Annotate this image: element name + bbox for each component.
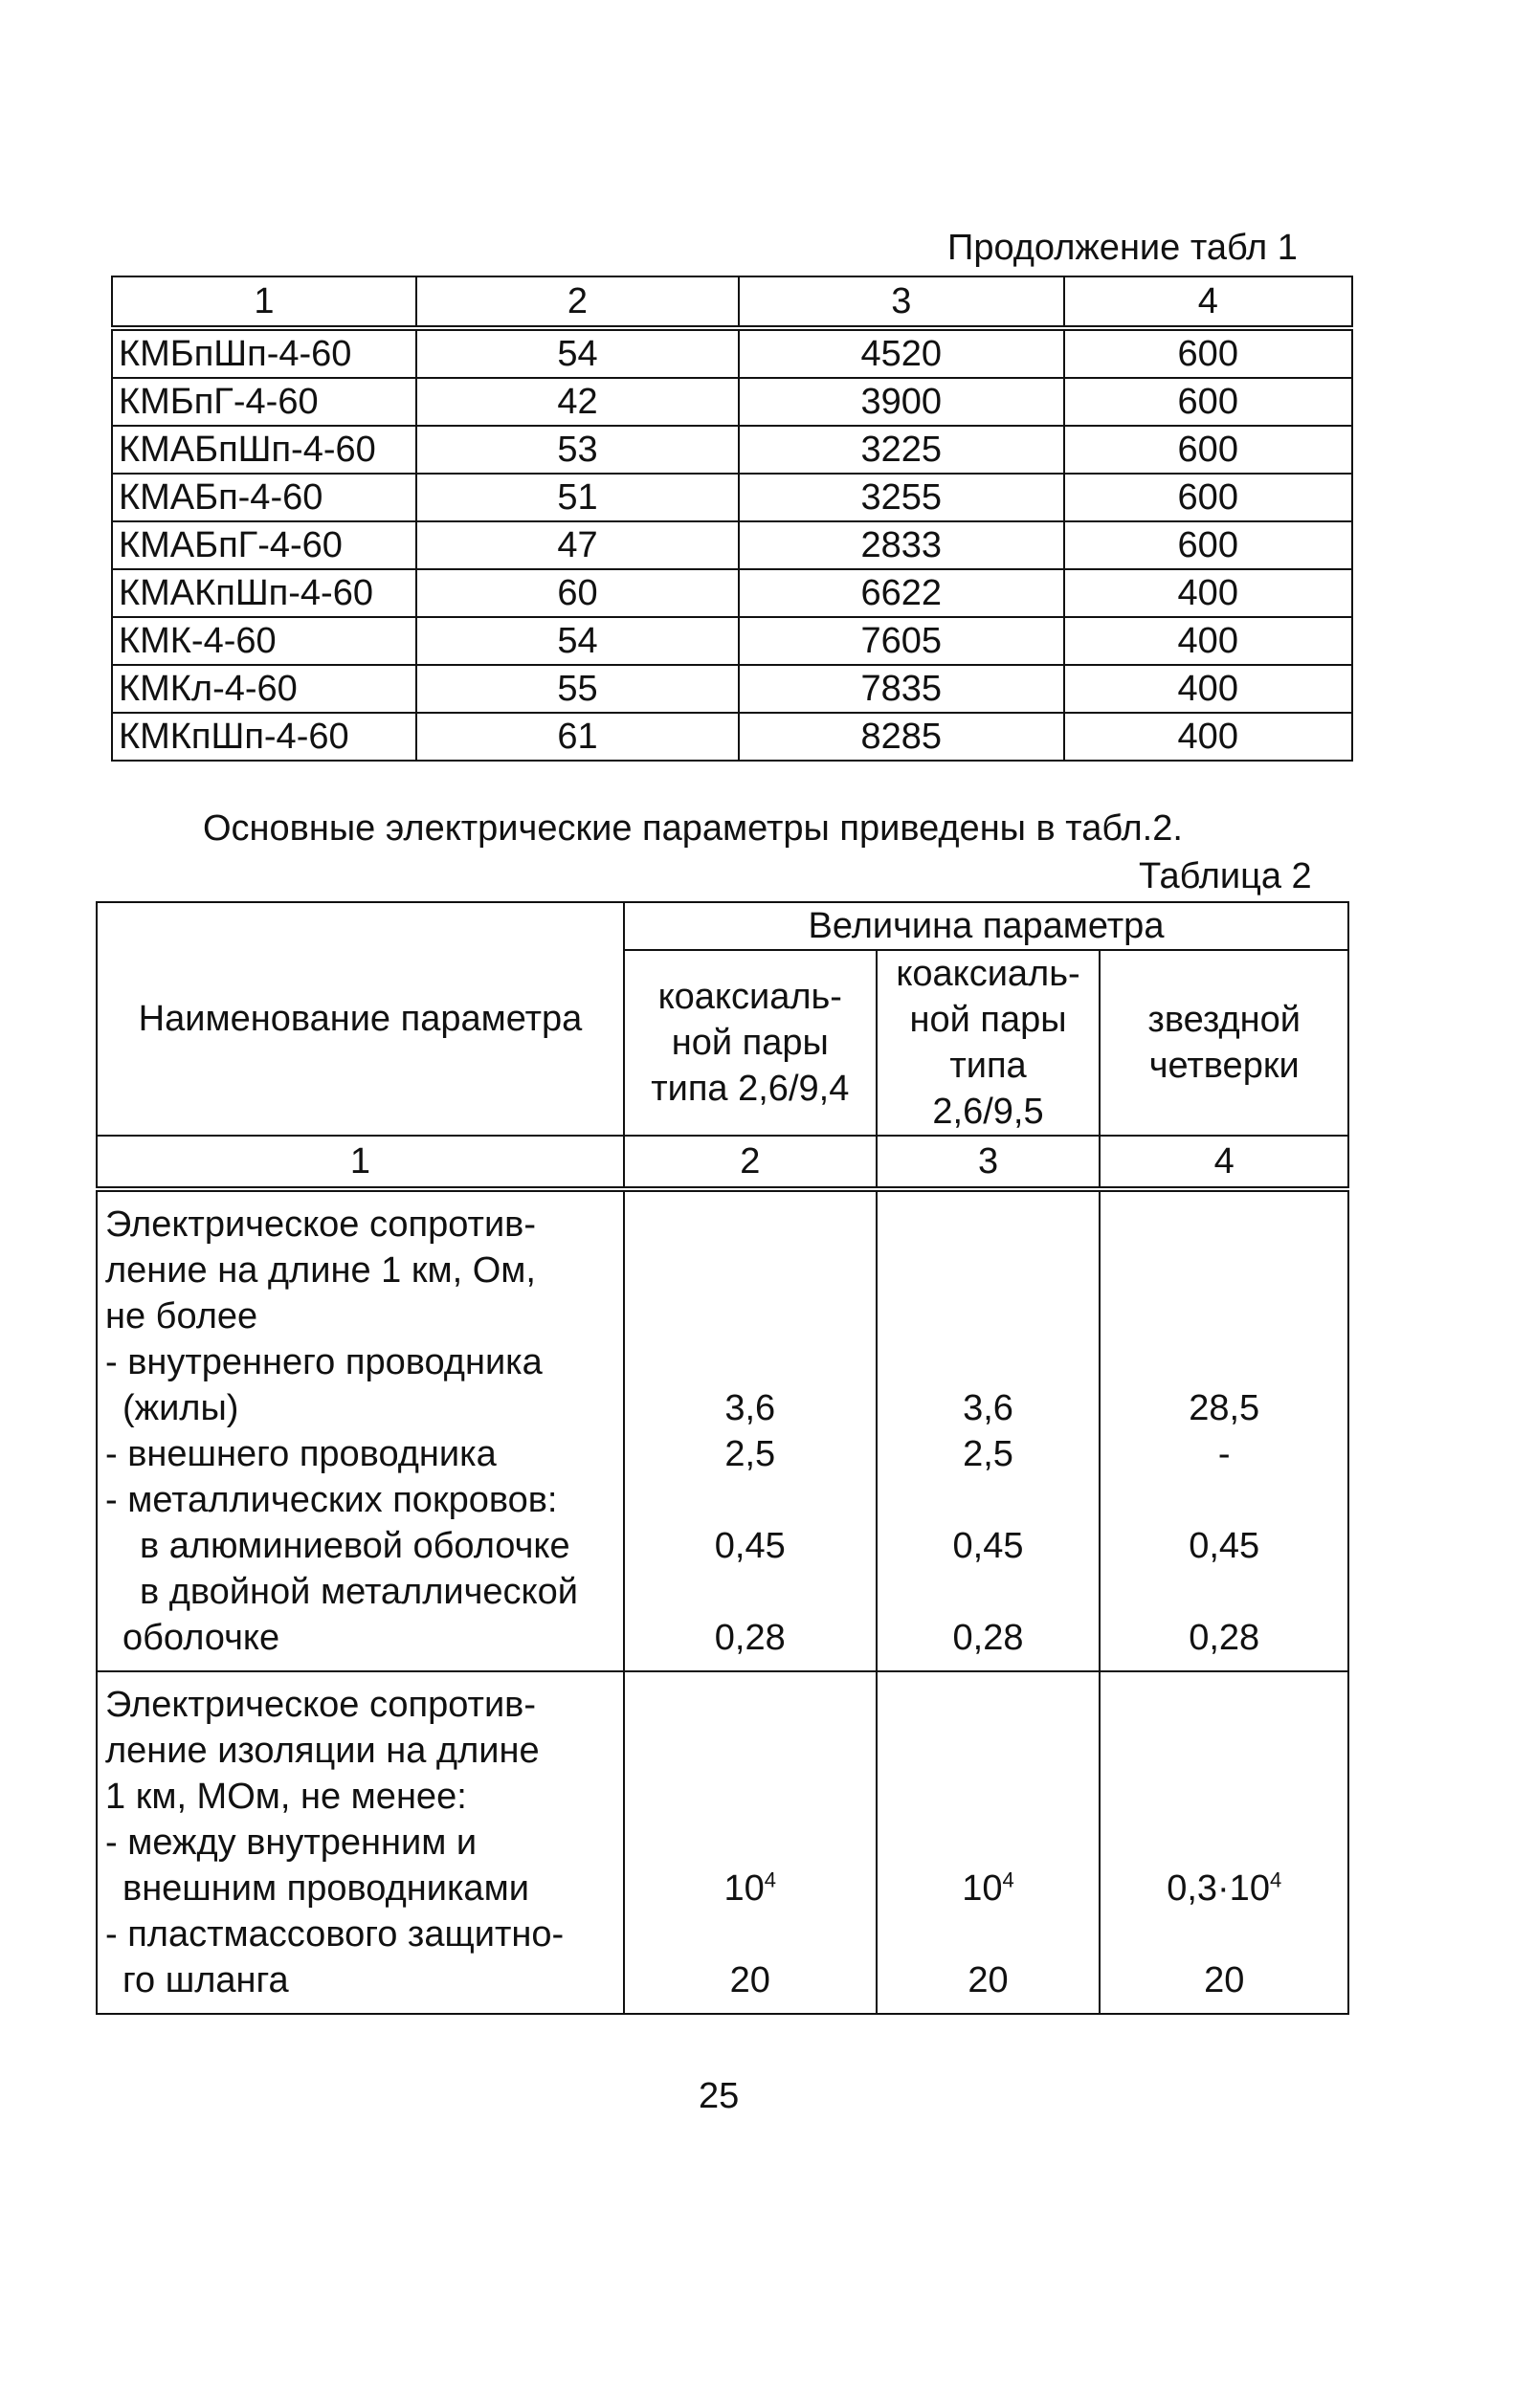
- value: -: [1217, 1434, 1231, 1474]
- description-line: в двойной металлической: [140, 1572, 578, 1612]
- table-cell: 600: [1064, 426, 1352, 474]
- table-cell: 400: [1064, 713, 1352, 761]
- table-cell: 600: [1064, 328, 1352, 378]
- value-base: 10: [962, 1868, 1003, 1909]
- table2: [96, 901, 1349, 2015]
- table1-header-cell: 2: [416, 276, 739, 328]
- table-row: [112, 378, 1352, 426]
- table-row: [112, 521, 1352, 569]
- header-line: ной пары: [671, 1023, 829, 1063]
- table-row: [112, 474, 1352, 521]
- description-line: ление изоляции на длине: [105, 1731, 540, 1771]
- value: 3,6: [963, 1388, 1013, 1428]
- value: 20: [1204, 1960, 1245, 2000]
- description-line: Электрическое сопротив-: [105, 1204, 537, 1245]
- param-description: [97, 1671, 624, 2014]
- table-row: [112, 617, 1352, 665]
- table-cell: 6622: [739, 569, 1063, 617]
- value-cell: [877, 1189, 1101, 1671]
- description-line: 1 км, МОм, не менее:: [105, 1777, 467, 1817]
- coax-9-5-header: [877, 950, 1101, 1136]
- value-exponent: 4: [764, 1867, 777, 1892]
- table-cell: 400: [1064, 665, 1352, 713]
- value: [625, 1866, 876, 1911]
- value: [878, 1866, 1100, 1911]
- table-cell: 53: [416, 426, 739, 474]
- table-row: [112, 713, 1352, 761]
- value: 2,5: [963, 1434, 1013, 1474]
- cable-name: КМК-4-60: [112, 617, 416, 665]
- table-cell: 400: [1064, 569, 1352, 617]
- table-cell: 400: [1064, 617, 1352, 665]
- description-line: не более: [105, 1296, 258, 1337]
- table-cell: 3255: [739, 474, 1063, 521]
- header-line: 2,6/9,5: [932, 1092, 1044, 1132]
- description-line: оболочке: [122, 1618, 280, 1658]
- table2-number-row: [97, 1136, 1348, 1189]
- coax-9-4-header: [624, 950, 877, 1136]
- cable-name: КМАБпГ-4-60: [112, 521, 416, 569]
- value-cell: [624, 1671, 877, 2014]
- header-line: звездной: [1147, 1000, 1301, 1040]
- value: 0,45: [952, 1526, 1024, 1566]
- value: 2,5: [724, 1434, 776, 1474]
- table-cell: 600: [1064, 474, 1352, 521]
- description-line: го шланга: [122, 1960, 289, 2000]
- cable-name: КМБпГ-4-60: [112, 378, 416, 426]
- value: 0,45: [1189, 1526, 1260, 1566]
- table1: [111, 276, 1353, 762]
- param-description: [97, 1189, 624, 1671]
- page-number: 25: [699, 2076, 740, 2116]
- table1-header-cell: 1: [112, 276, 416, 328]
- table-row: [112, 328, 1352, 378]
- table-cell: 3900: [739, 378, 1063, 426]
- table1-header-cell: 4: [1064, 276, 1352, 328]
- value: 20: [968, 1960, 1009, 2000]
- header-line: типа: [949, 1046, 1027, 1086]
- cable-name: КМАКпШп-4-60: [112, 569, 416, 617]
- table-cell: 600: [1064, 378, 1352, 426]
- value: 0,28: [1189, 1618, 1260, 1658]
- cable-name: КМАБпШп-4-60: [112, 426, 416, 474]
- cable-name: КМКл-4-60: [112, 665, 416, 713]
- header-line: типа 2,6/9,4: [651, 1069, 850, 1109]
- description-line: Электрическое сопротив-: [105, 1685, 537, 1725]
- description-line: ление на длине 1 км, Ом,: [105, 1250, 536, 1291]
- value-cell: [1100, 1189, 1348, 1671]
- table-cell: 7605: [739, 617, 1063, 665]
- description-line: (жилы): [122, 1388, 239, 1428]
- param-value-group-header: Величина параметра: [624, 902, 1348, 950]
- table-cell: 7835: [739, 665, 1063, 713]
- column-number: 3: [877, 1136, 1101, 1189]
- value: [1101, 1866, 1347, 1911]
- description-line: - внешнего проводника: [105, 1434, 497, 1474]
- value-cell: [877, 1671, 1101, 2014]
- table2-header-row: [97, 902, 1348, 950]
- value-cell: [1100, 1671, 1348, 2014]
- header-line: коаксиаль-: [896, 954, 1080, 994]
- value: 0,28: [714, 1618, 786, 1658]
- star-quad-header: [1100, 950, 1348, 1136]
- table-row: [112, 665, 1352, 713]
- value: 0,45: [714, 1526, 786, 1566]
- cable-name: КМАБп-4-60: [112, 474, 416, 521]
- table-cell: 42: [416, 378, 739, 426]
- table-cell: 51: [416, 474, 739, 521]
- header-line: ной пары: [909, 1000, 1067, 1040]
- table-cell: 60: [416, 569, 739, 617]
- description-line: - металлических покровов:: [105, 1480, 558, 1520]
- param-name-header: Наименование параметра: [97, 902, 624, 1136]
- description-line: - пластмассового защитно-: [105, 1914, 565, 1955]
- table-cell: 3225: [739, 426, 1063, 474]
- description-line: внешним проводниками: [122, 1868, 529, 1909]
- table-cell: 54: [416, 617, 739, 665]
- table1-caption: Продолжение табл 1: [947, 228, 1298, 268]
- table-row: [112, 569, 1352, 617]
- value-base: 10: [723, 1868, 765, 1909]
- table2-caption: Таблица 2: [1139, 856, 1312, 896]
- value-base: 0,3·10: [1167, 1868, 1270, 1909]
- header-line: четверки: [1148, 1046, 1300, 1086]
- table-cell: 61: [416, 713, 739, 761]
- column-number: 2: [624, 1136, 877, 1189]
- table1-header-cell: 3: [739, 276, 1063, 328]
- value: 0,28: [952, 1618, 1024, 1658]
- table-cell: 54: [416, 328, 739, 378]
- table-row: [97, 1671, 1348, 2014]
- column-number: 4: [1100, 1136, 1348, 1189]
- value-exponent: 4: [1002, 1867, 1014, 1892]
- cable-name: КМКпШп-4-60: [112, 713, 416, 761]
- value-exponent: 4: [1269, 1867, 1282, 1892]
- column-number: 1: [97, 1136, 624, 1189]
- table1-header-row: [112, 276, 1352, 328]
- description-line: - между внутренним и: [105, 1823, 478, 1863]
- description-line: - внутреннего проводника: [105, 1342, 543, 1382]
- value: 3,6: [724, 1388, 776, 1428]
- header-line: коаксиаль-: [657, 977, 842, 1017]
- table-row: [97, 1189, 1348, 1671]
- description-line: в алюминиевой оболочке: [140, 1526, 570, 1566]
- table-cell: 47: [416, 521, 739, 569]
- intro-text: Основные электрические параметры приведены в табл.2.: [203, 808, 1183, 849]
- value: 28,5: [1189, 1388, 1260, 1428]
- table-cell: 2833: [739, 521, 1063, 569]
- table-cell: 4520: [739, 328, 1063, 378]
- table-row: [112, 426, 1352, 474]
- cable-name: КМБпШп-4-60: [112, 328, 416, 378]
- table-cell: 8285: [739, 713, 1063, 761]
- table-cell: 600: [1064, 521, 1352, 569]
- value-cell: [624, 1189, 877, 1671]
- table-cell: 55: [416, 665, 739, 713]
- value: 20: [729, 1960, 770, 2000]
